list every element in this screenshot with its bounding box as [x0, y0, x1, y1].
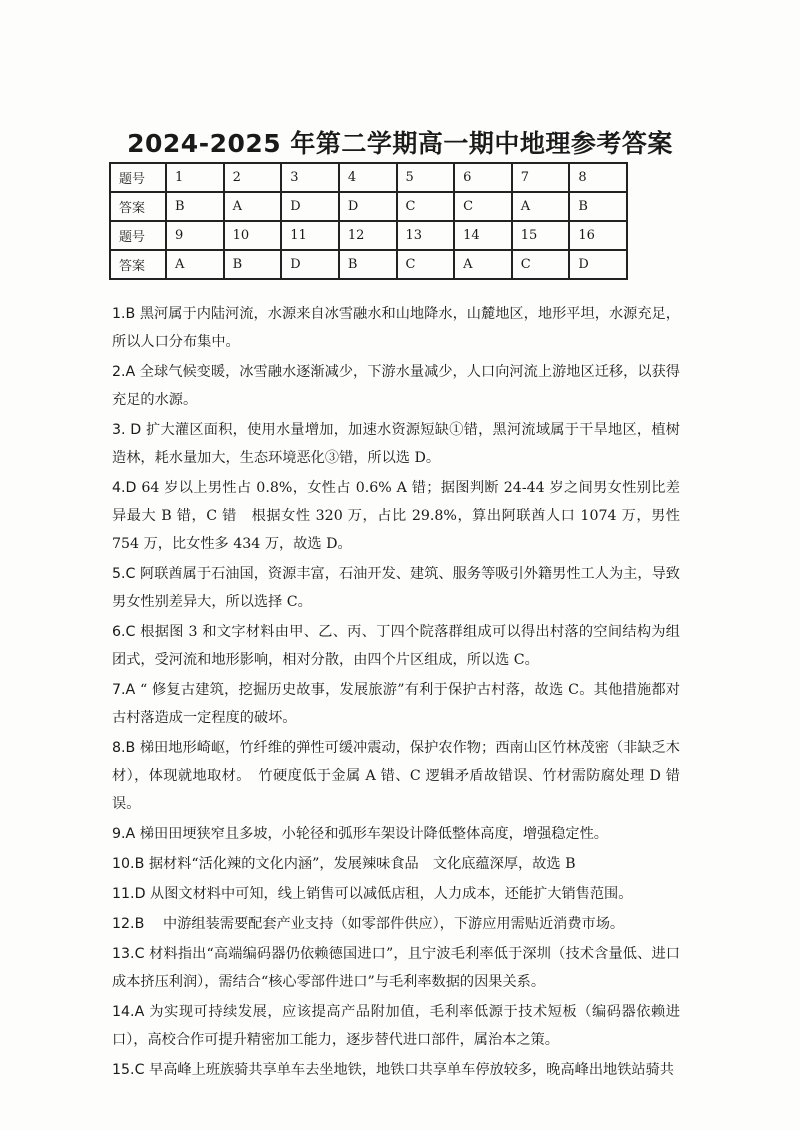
table-cell: B — [166, 192, 224, 221]
table-cell: 10 — [224, 221, 282, 250]
explanation-item — [112, 618, 680, 674]
item-number: 13.C — [112, 946, 145, 962]
item-number: 14.A — [112, 1004, 145, 1020]
table-row — [110, 163, 627, 192]
item-text: 阿联酋属于石油国，资源丰富，石油开发、建筑、服务等吸引外籍男性工人为主，导致男女性别差异大，所以选择 C。 — [112, 566, 680, 610]
item-number: 8.B — [112, 740, 136, 756]
item-number: 5.C — [112, 566, 136, 582]
explanation-item — [112, 820, 680, 848]
item-text: 64 岁以上男性占 0.8%，女性占 0.6% A 错；据图判断 24-44 岁之间男女性别比差异最大 B 错，C 错 根据女性 320 万，占比 29.8%，算出阿联酋人口 1074 万，男性 754 万，比女性多 434 万，故选 D。 — [112, 480, 680, 552]
page-title: 2024-2025 年第二学期高一期中地理参考答案 — [127, 129, 673, 158]
table-cell: 1 — [166, 163, 224, 192]
item-text: 梯田田埂狭窄且多坡，小轮径和弧形车架设计降低整体高度，增强稳定性。 — [139, 826, 608, 842]
table-cell: 14 — [454, 221, 512, 250]
item-number: 12.B — [112, 916, 145, 932]
item-text: 全球气候变暖，冰雪融水逐渐减少，下游水量减少，人口向河流上游地区迁移，以获得充足的水源。 — [112, 364, 680, 408]
table-cell: 16 — [569, 221, 627, 250]
table-cell: 2 — [224, 163, 282, 192]
item-number: 11.D — [112, 886, 146, 902]
table-cell: A — [512, 192, 570, 221]
table-row-label: 答案 — [110, 250, 166, 279]
table-cell: B — [339, 250, 397, 279]
table-row-label: 题号 — [110, 163, 166, 192]
table-cell: B — [224, 250, 282, 279]
table-cell: D — [569, 250, 627, 279]
table-cell: 4 — [339, 163, 397, 192]
table-cell: C — [512, 250, 570, 279]
table-cell: 13 — [397, 221, 455, 250]
table-cell: C — [454, 192, 512, 221]
table-row-label: 答案 — [110, 192, 166, 221]
table-row — [110, 221, 627, 250]
explanation-item — [112, 474, 680, 558]
item-text: 根据图 3 和文字材料由甲、乙、丙、丁四个院落群组成可以得出村落的空间结构为组团式，受河流和地形影响，相对分散，由四个片区组成，所以选 C。 — [112, 624, 680, 668]
table-cell: 3 — [281, 163, 339, 192]
explanation-item — [112, 850, 680, 878]
explanation-item — [112, 880, 680, 908]
table-cell: D — [281, 192, 339, 221]
answer-table — [109, 162, 628, 280]
table-cell: 12 — [339, 221, 397, 250]
table-cell: B — [569, 192, 627, 221]
table-cell: C — [397, 192, 455, 221]
item-number: 6.C — [112, 624, 136, 640]
table-cell: 7 — [512, 163, 570, 192]
table-cell: 8 — [569, 163, 627, 192]
table-cell: A — [166, 250, 224, 279]
item-text: 中游组装需要配套产业支持（如零部件供应），下游应用需贴近消费市场。 — [148, 916, 625, 932]
item-text: 据材料“活化辣的文化内涵”，发展辣味食品 文化底蕴深厚，故选 B — [148, 856, 576, 872]
item-text: “ 修复古建筑，挖掘历史故事，发展旅游”有利于保护古村落，故选 C。其他措施都对古村落造成一定程度的破坏。 — [112, 682, 680, 726]
explanation-item — [112, 734, 680, 818]
table-cell: 9 — [166, 221, 224, 250]
explanation-item — [112, 998, 680, 1054]
table-cell: D — [281, 250, 339, 279]
table-cell: A — [224, 192, 282, 221]
item-number: 3. D — [112, 422, 142, 438]
item-number: 2.A — [112, 364, 136, 380]
table-cell: A — [454, 250, 512, 279]
table-cell: C — [397, 250, 455, 279]
table-cell: 11 — [281, 221, 339, 250]
item-text: 黑河属于内陆河流，水源来自冰雪融水和山地降水，山麓地区，地形平坦，水源充足，所以人口分布集中。 — [112, 306, 680, 350]
explanation-item — [112, 416, 680, 472]
explanation-item — [112, 300, 680, 356]
explanation-item — [112, 358, 680, 414]
table-row — [110, 250, 627, 279]
item-number: 10.B — [112, 856, 145, 872]
explanation-item — [112, 676, 680, 732]
item-text: 梯田地形崎岖，竹纤维的弹性可缓冲震动，保护农作物；西南山区竹林茂密（非缺乏木材），体现就地取材。 竹硬度低于金属 A 错、C 逻辑矛盾故错误、竹材需防腐处理 D 错误。 — [112, 740, 680, 812]
item-text: 为实现可持续发展，应该提高产品附加值，毛利率低源于技术短板（编码器依赖进口），高校合作可提升精密加工能力，逐步替代进口部件，属治本之策。 — [112, 1004, 680, 1048]
explanation-item — [112, 910, 680, 938]
table-cell: 15 — [512, 221, 570, 250]
item-number: 7.A — [112, 682, 136, 698]
table-row-label: 题号 — [110, 221, 166, 250]
item-number: 1.B — [112, 306, 136, 322]
explanation-list — [112, 300, 680, 1086]
item-text: 早高峰上班族骑共享单车去坐地铁，地铁口共享单车停放较多，晚高峰出地铁站骑共 — [149, 1062, 674, 1078]
item-text: 从图文材料中可知，线上销售可以减低店租，人力成本，还能扩大销售范围。 — [150, 886, 633, 902]
item-number: 9.A — [112, 826, 136, 842]
explanation-item — [112, 1056, 680, 1084]
item-text: 扩大灌区面积，使用水量增加，加速水资源短缺①错，黑河流域属于干旱地区，植树造林，耗水量加大，生态环境恶化③错，所以选 D。 — [112, 422, 680, 466]
table-cell: 6 — [454, 163, 512, 192]
table-row — [110, 192, 627, 221]
item-text: 材料指出“高端编码器仍依赖德国进口”，且宁波毛利率低于深圳（技术含量低、进口成本挤压利润），需结合“核心零部件进口”与毛利率数据的因果关系。 — [112, 946, 680, 990]
item-number: 15.C — [112, 1062, 145, 1078]
table-cell: 5 — [397, 163, 455, 192]
explanation-item — [112, 560, 680, 616]
table-cell: D — [339, 192, 397, 221]
explanation-item — [112, 940, 680, 996]
item-number: 4.D — [112, 480, 137, 496]
